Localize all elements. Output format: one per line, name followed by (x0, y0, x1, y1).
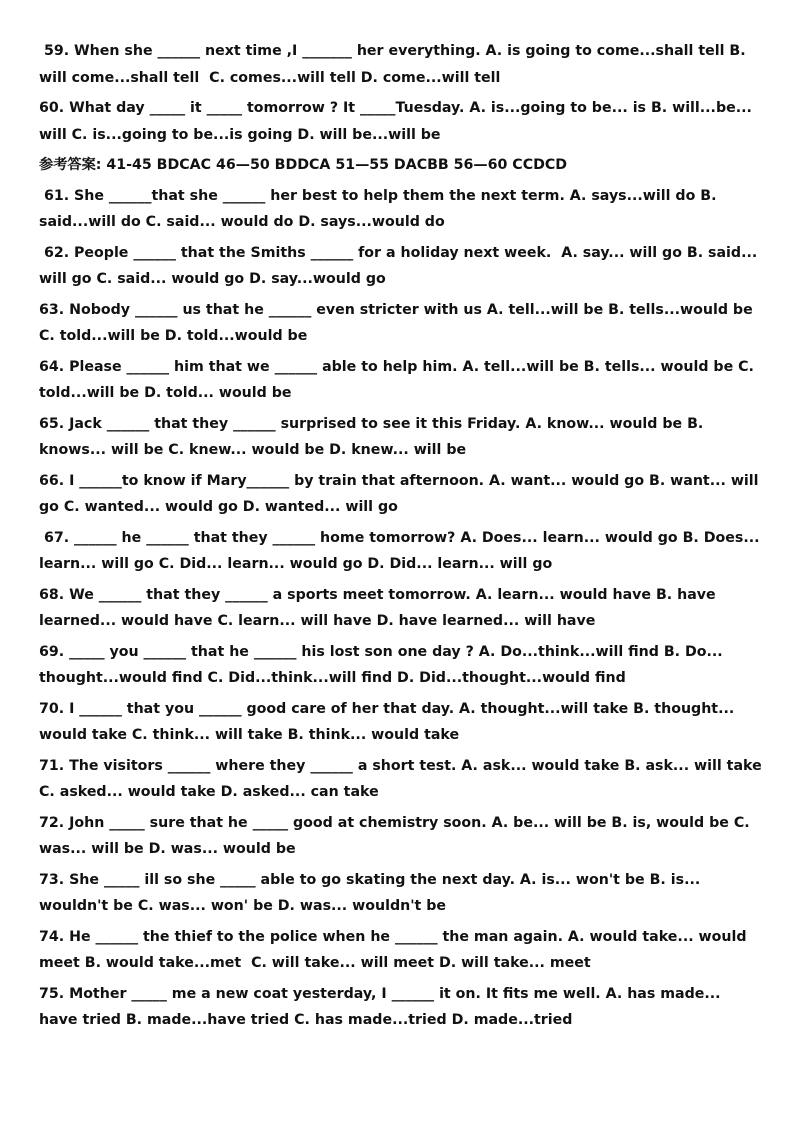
question-69: 69. _____ you ______ that he ______ his lost son one day ? A. Do...think...will find B. Do... thought...would find C. Did...think...will find D. Did...thought...would find (39, 643, 728, 686)
question-61: 61. She ______that she ______ her best to help them the next term. A. says...will do B. said...will do C. said... would do D. says...would do (39, 187, 722, 230)
question-74: 74. He ______ the thief to the police when he ______ the man again. A. would take... would meet B. would take...met C. will take... will meet D. will take... meet (39, 928, 752, 971)
question-63: 63. Nobody ______ us that he ______ even stricter with us A. tell...will be B. tells...would be C. told...will be D. told...would be (39, 301, 758, 344)
question-71: 71. The visitors ______ where they ______ a short test. A. ask... would take B. ask... will take C. asked... would take D. asked... can take (39, 757, 767, 800)
question-60: 60. What day _____ it _____ tomorrow ? It _____Tuesday. A. is...going to be... is B. will...be... will C. is...going to be...is going D. will be...will be (39, 100, 757, 143)
question-67: 67. ______ he ______ that they ______ home tomorrow? A. Does... learn... would go B. Does... learn... will go C. Did... learn... would go D. Did... learn... will go (39, 529, 765, 572)
answer-key: 参考答案: 41-45 BDCAC 46—50 BDDCA 51—55 DACBB 56—60 CCDCD (39, 157, 568, 173)
question-73: 73. She _____ ill so she _____ able to go skating the next day. A. is... won't be B. is... wouldn't be C. was... won' be D. was... wouldn't be (39, 871, 706, 914)
document-page (39, 38, 767, 1038)
question-72: 72. John _____ sure that he _____ good at chemistry soon. A. be... will be B. is, would be C. was... will be D. was... would be (39, 814, 755, 857)
question-75: 75. Mother _____ me a new coat yesterday, I ______ it on. It fits me well. A. has made... have tried B. made...have tried C. has made...tried D. made...tried (39, 985, 726, 1028)
question-65: 65. Jack ______ that they ______ surprised to see it this Friday. A. know... would be B. knows... will be C. knew... would be D. knew... will be (39, 415, 709, 458)
question-70: 70. I ______ that you ______ good care of her that day. A. thought...will take B. thought... would take C. think... will take B. think... would take (39, 700, 740, 743)
question-62: 62. People ______ that the Smiths ______ for a holiday next week. A. say... will go B. said... will go C. said... would go D. say...would go (39, 244, 763, 287)
question-59: 59. When she ______ next time ,I _______ her everything. A. is going to come...shall tell B. will come...shall tell C. comes...will tell D. come...will tell (39, 43, 751, 86)
question-66: 66. I ______to know if Mary______ by train that afternoon. A. want... would go B. want... will go C. wanted... would go D. wanted... will go (39, 472, 764, 515)
question-64: 64. Please ______ him that we ______ able to help him. A. tell...will be B. tells... would be C. told...will be D. told... would be (39, 358, 759, 401)
question-68: 68. We ______ that they ______ a sports meet tomorrow. A. learn... would have B. have learned... would have C. learn... will have D. have learned... will have (39, 586, 721, 629)
